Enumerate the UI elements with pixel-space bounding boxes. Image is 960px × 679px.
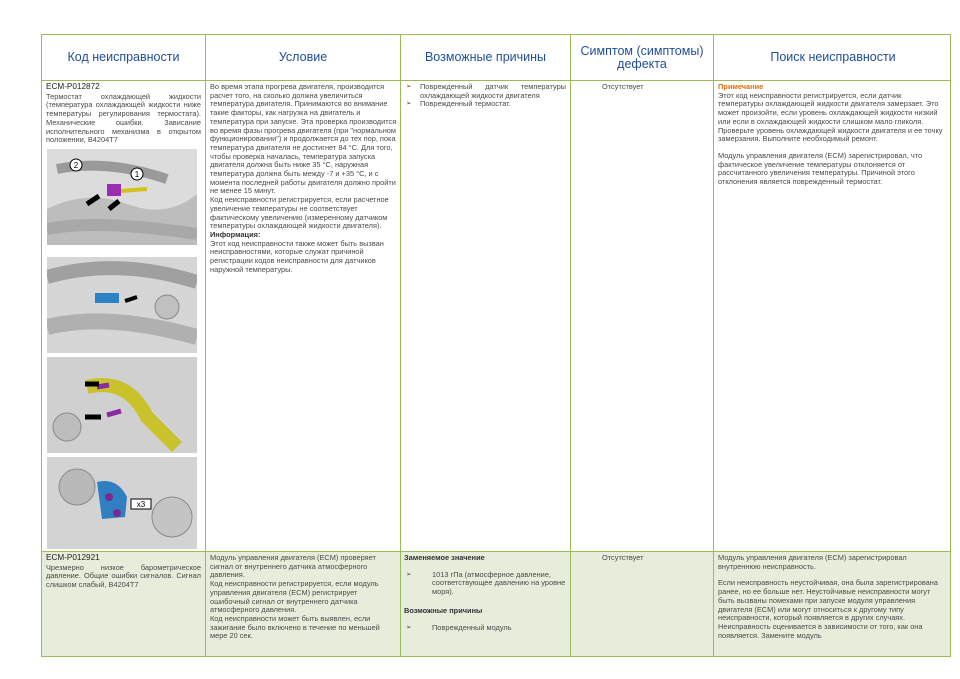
engine-illustration-3 (47, 357, 197, 453)
condition-text: Код неисправности регистрируется, если расчетное увеличение температуры не соответствует фактическому увеличению (измеренному датчиком температуры охлаждающей жидкости двигателя). (210, 195, 389, 231)
row2-diagnosis-cell (718, 554, 948, 640)
causes-label: Возможные причины (404, 605, 483, 615)
header-causes: Возможные причины (424, 50, 547, 64)
column-divider (205, 35, 206, 656)
cause-item: ➢ Поврежденный датчик температуры охлаждающей жидкости двигателя (404, 83, 566, 100)
note-title: Примечание (718, 82, 764, 91)
row1-diagnosis-cell (718, 83, 948, 187)
condition-text: Модуль управления двигателя (ECM) проверяет сигнал от внутреннего датчика атмосферного давления. (210, 553, 376, 580)
dtc-code: ECM-P012872 (46, 82, 100, 91)
row1-condition-cell (210, 83, 397, 274)
info-label: Информация: (210, 229, 261, 239)
condition-text: Во время этапа прогрева двигателя, производится расчет того, на сколько должна увеличиться температура двигателя. Принимаются во внимание такие факторы, как нагрузка на двигатель и температура при запуске. Эта проверка производится во время фазы прогрева двигателя (при "нормальном функционировании") и продолжается до тех пор, пока температура двигателя не достигнет 84 °C. Для того, чтобы проверка началась, температура запуска двигателя должна быть ниже 35 °C, наружная температура должна быть между -7 и +35 °C, и с момента последней работы двигателя должно пройти не менее 15 минут. (210, 82, 397, 196)
column-divider (570, 35, 571, 656)
header-divider (42, 80, 950, 81)
cause-item: ➢ Поврежденный термостат. (404, 100, 566, 109)
engine-illustration-4 (47, 457, 197, 549)
row2-condition-cell (210, 554, 397, 641)
row1-code-cell (46, 83, 201, 145)
diagnosis-text: Если неисправность неустойчивая, она была зарегистрирована ранее, но ее больше нет. Неустойчивые неисправности могут быть вызваны помехами при запуске модуля управления двигателя (ECM) или могут относиться к другому типу неисправности, который появляется в других случаях. Неисправность оценивается в зависимости от того, как она появляется. Замените модуль (718, 578, 938, 640)
dtc-description: Чрезмерно низкое барометрическое давление. Общие ошибки сигналов. Сигнал слишком слабый, B4204T7 (46, 562, 201, 590)
header-symptom: Симптом (симптомы) дефекта (580, 43, 704, 71)
column-divider (400, 35, 401, 656)
header-diagnosis: Поиск неисправности (770, 50, 896, 64)
row1-causes-cell (404, 83, 566, 109)
diagnosis-text: Модуль управления двигателя (ECM) зарегистрировал внутреннюю неисправность. (718, 553, 907, 571)
engine-illustration-2 (47, 257, 197, 353)
header-code: Код неисправности (67, 50, 180, 64)
cause-item: ➢ Поврежденный модуль (404, 624, 566, 633)
row2-symptom: Отсутствует (602, 553, 644, 562)
replaced-value-label: Заменяемое значение (404, 553, 485, 562)
condition-text: Код неисправности регистрируется, если модуль управления двигателя (ECM) регистрирует ошибочный сигнал от внутреннего датчика атмосферного давления. (210, 579, 379, 615)
row-divider (42, 551, 950, 552)
condition-text: Код неисправности может быть выявлен, если зажигание было включено в течение по меньшей мере 20 сек. (210, 613, 380, 641)
replaced-value: ➢ 1013 гПа (атмосферное давление, соответствующее давлению на уровне моря). (404, 571, 566, 597)
row1-symptom: Отсутствует (602, 82, 644, 91)
row2-code-cell (46, 554, 201, 590)
engine-illustration-1 (47, 149, 197, 245)
column-divider (713, 35, 714, 656)
row2-causes-cell (404, 554, 566, 632)
callout-2: 2 (73, 161, 79, 170)
dtc-table (41, 34, 951, 657)
diagnosis-text: Этот код неисправности регистрируется, если датчик температуры охлаждающей жидкости двигателя замерзает. Это может произойти, если уровень охлаждающей жидкости низкий или если в охлаждающей жидкости слишком мало гликоля. Проверьте уровень охлаждающей жидкости двигателя и ее точку замерзания. Выполните необходимый ремонт. (718, 90, 943, 144)
callout-1: 1 (134, 170, 140, 179)
condition-text: Этот код неисправности также может быть вызван неисправностями, которые служат причиной регистрации кодов неисправности для датчиков наружной температуры. (210, 238, 384, 274)
dtc-description: Термостат охлаждающей жидкости (температура охлаждающей жидкости ниже температуры регулирования термостата). Механические ошибки. Зависание исполнительного механизма в открытом положении, B4204T7 (46, 91, 201, 145)
header-condition: Условие (278, 50, 328, 64)
diagnosis-text: Модуль управления двигателя (ECM) зарегистрировал, что фактическое увеличение температуры отклоняется от рассчитанного увеличения температуры. Причиной этого отклонения является поврежденный термостат. (718, 150, 923, 187)
callout-x3: x3 (136, 500, 146, 509)
dtc-code: ECM-P012921 (46, 553, 100, 562)
